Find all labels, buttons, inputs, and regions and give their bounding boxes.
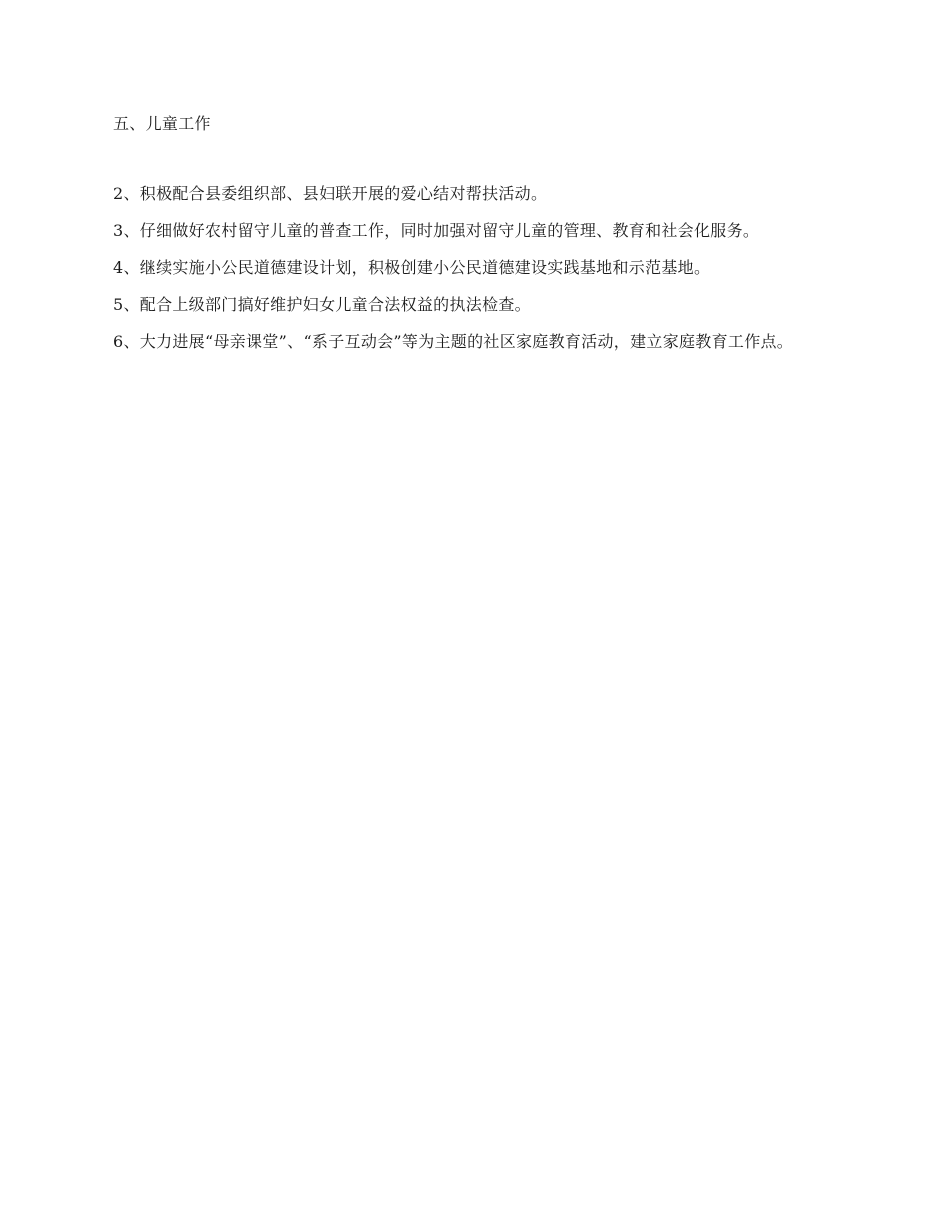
list-item: 2、积极配合县委组织部、县妇联开展的爱心结对帮扶活动。	[113, 184, 548, 203]
list-item: 5、配合上级部门搞好维护妇女儿童合法权益的执法检查。	[113, 295, 531, 314]
list-item: 3、仔细做好农村留守儿童的普查工作，同时加强对留守儿童的管理、教育和社会化服务。	[113, 221, 760, 240]
list-item: 6、大力进展“母亲课堂”、“系子互动会”等为主题的社区家庭教育活动，建立家庭教育工作点。	[113, 332, 794, 351]
list-item: 4、继续实施小公民道德建设计划，积极创建小公民道德建设实践基地和示范基地。	[113, 258, 711, 277]
item-list	[113, 185, 825, 351]
section-heading: 五、儿童工作	[113, 114, 211, 133]
document-body	[113, 113, 825, 370]
